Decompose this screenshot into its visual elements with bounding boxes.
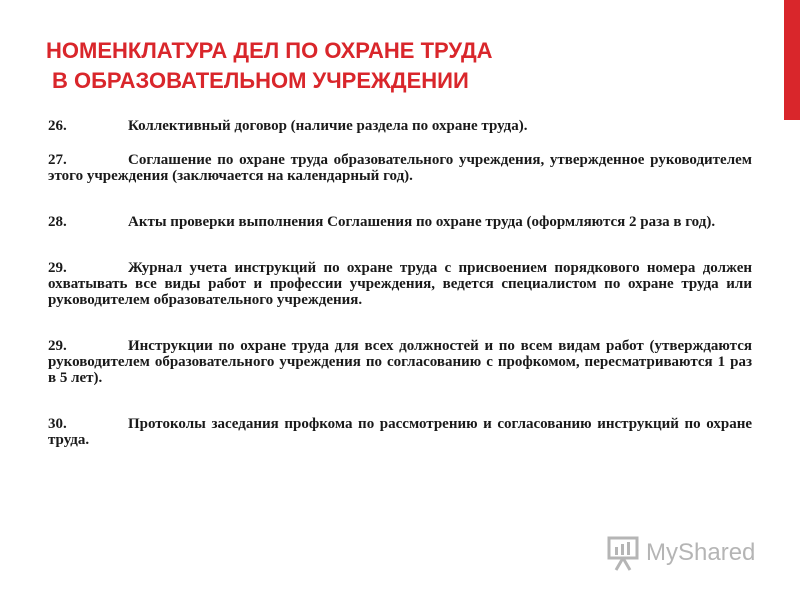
item-number: 29.	[48, 338, 67, 354]
item-text: Соглашение по охране труда образовательного учреждения, утвержденное руководителем этого учреждения (заключается на календарный год).	[48, 152, 752, 184]
list-item	[48, 152, 752, 184]
item-text: Протоколы заседания профкома по рассмотрению и согласованию инструкций по охране труда.	[48, 416, 752, 448]
presentation-board-icon	[606, 534, 640, 572]
item-text: Журнал учета инструкций по охране труда с присвоением порядкового номера должен охватывать все виды работ и профессии учреждения, ведется специалистом по охране труда или руководителем образовательного учреждения.	[48, 260, 752, 308]
slide-title-line-2: В ОБРАЗОВАТЕЛЬНОМ УЧРЕЖДЕНИИ	[52, 68, 469, 93]
watermark-brand: MyShared	[646, 539, 756, 566]
item-text: Акты проверки выполнения Соглашения по охране труда (оформляются 2 раза в год).	[128, 214, 716, 230]
list-item	[48, 260, 752, 308]
item-text: Инструкции по охране труда для всех должностей и по всем видам работ (утверждаются руководителем образовательного учреждения по согласованию с профкомом, пересматриваются 1 раз в 5 лет).	[48, 338, 752, 386]
item-number: 30.	[48, 416, 67, 432]
item-number: 28.	[48, 214, 67, 230]
slide-title	[36, 36, 716, 96]
accent-bar	[784, 0, 800, 120]
list-item	[48, 118, 752, 134]
item-text: Коллективный договор (наличие раздела по охране труда).	[128, 118, 528, 134]
list-item	[48, 214, 752, 230]
list-item	[48, 338, 752, 386]
item-number: 26.	[48, 118, 67, 134]
item-number: 27.	[48, 152, 67, 168]
watermark	[606, 534, 755, 572]
item-number: 29.	[48, 260, 67, 276]
list-item	[48, 416, 752, 448]
document-list	[48, 118, 752, 448]
slide-title-line-1: НОМЕНКЛАТУРА ДЕЛ ПО ОХРАНЕ ТРУДА	[46, 38, 493, 63]
